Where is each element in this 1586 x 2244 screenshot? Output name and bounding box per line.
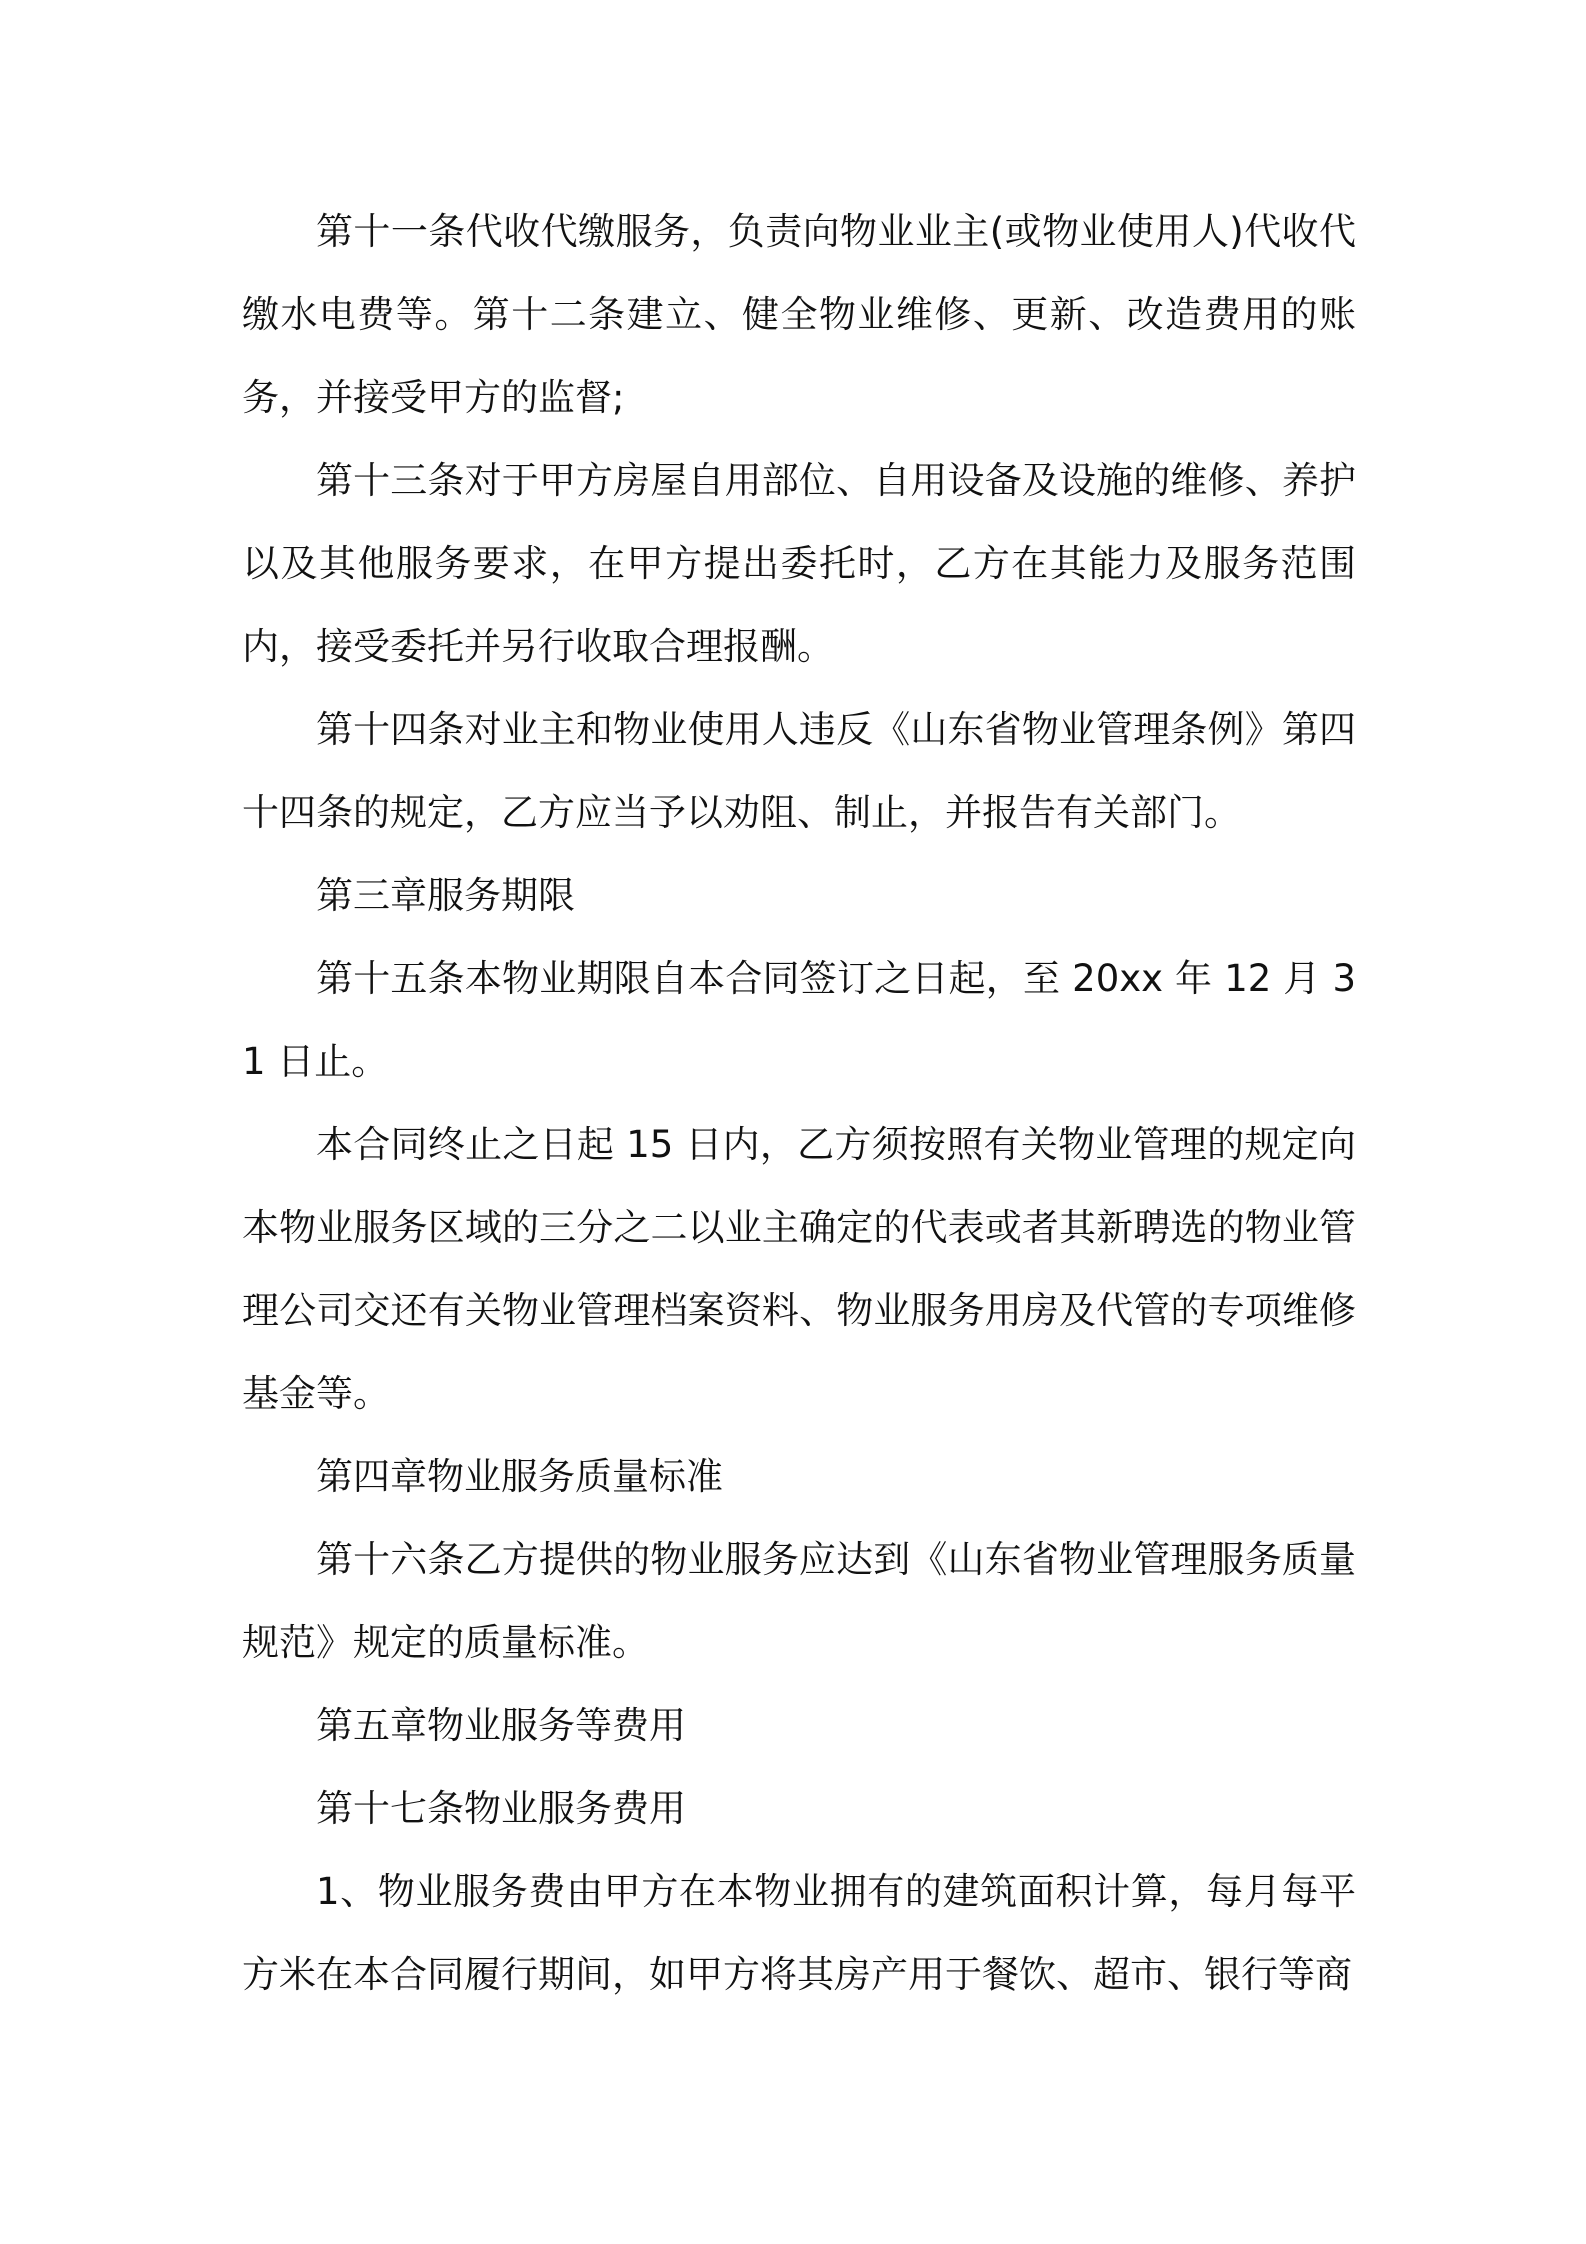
paragraph-article-14: 第十四条对业主和物业使用人违反《山东省物业管理条例》第四十四条的规定，乙方应当予以劝阻、制止，并报告有关部门。 [242,708,1356,834]
chapter-3-heading: 第三章服务期限 [316,874,575,917]
paragraph-article-17-heading: 第十七条物业服务费用 [316,1787,686,1830]
paragraph-article-13: 第十三条对于甲方房屋自用部位、自用设备及设施的维修、养护以及其他服务要求，在甲方提出委托时，乙方在其能力及服务范围内，接受委托并另行收取合理报酬。 [242,459,1356,668]
paragraph-article-11-12: 第十一条代收代缴服务，负责向物业业主(或物业使用人)代收代缴水电费等。第十二条建立、健全物业维修、更新、改造费用的账务，并接受甲方的监督; [242,210,1356,419]
chapter-5-heading: 第五章物业服务等费用 [316,1704,686,1747]
paragraph-article-16: 第十六条乙方提供的物业服务应达到《山东省物业管理服务质量规范》规定的质量标准。 [242,1538,1356,1664]
document-body [242,190,1356,2016]
chapter-4-heading: 第四章物业服务质量标准 [316,1455,723,1498]
paragraph-article-15: 第十五条本物业期限自本合同签订之日起，至 20xx 年 12 月 31 日止。 [242,957,1356,1083]
paragraph-service-fee-item-1: 1、物业服务费由甲方在本物业拥有的建筑面积计算，每月每平方米在本合同履行期间，如甲方将其房产用于餐饮、超市、银行等商 [242,1870,1356,1996]
paragraph-termination-handover: 本合同终止之日起 15 日内，乙方须按照有关物业管理的规定向本物业服务区域的三分之二以业主确定的代表或者其新聘选的物业管理公司交还有关物业管理档案资料、物业服务用房及代管的专项维修基金等。 [242,1123,1356,1415]
